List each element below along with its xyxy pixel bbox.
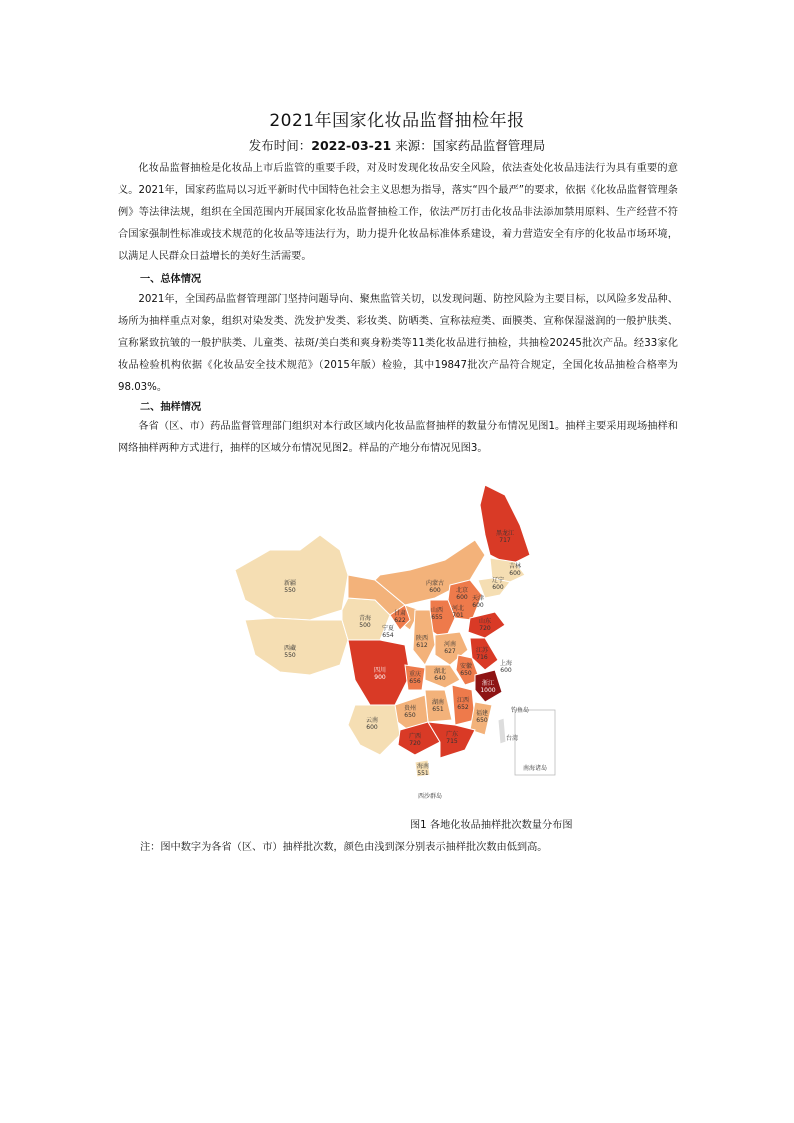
map-label-chongqing: 重庆 656 <box>408 671 422 685</box>
publish-label: 发布时间： <box>248 138 312 153</box>
map-label-gansu: 甘肃 622 <box>393 610 407 624</box>
publish-date: 2022-03-21 <box>311 138 392 153</box>
map-label-shanxi: 山西 655 <box>430 607 444 621</box>
source-text: 来源：国家药品监督管理局 <box>395 138 546 153</box>
map-label-guangdong: 广东 715 <box>445 731 459 745</box>
map-label-xizang: 西藏 550 <box>283 645 297 659</box>
map-label-shandong: 山东 720 <box>478 618 492 632</box>
region-taiwan <box>498 718 506 744</box>
map-label-sichuan: 四川 900 <box>373 667 387 681</box>
map-label-guangxi: 广西 720 <box>408 733 422 747</box>
map-label-yunnan: 云南 600 <box>365 717 379 731</box>
map-label-henan: 河南 627 <box>443 641 457 655</box>
map-label-hunan: 湖南 651 <box>431 699 445 713</box>
figure-caption: 图1 各地化妆品抽样批次数量分布图 <box>410 820 573 831</box>
map-label-jilin: 吉林 600 <box>508 563 522 577</box>
region-xizang <box>245 618 348 675</box>
map-label-shaanxi: 陕西 612 <box>415 635 429 649</box>
region-heilongjiang <box>480 485 530 565</box>
map-label-nanhai: 南海诸岛 <box>522 765 548 772</box>
map-label-taiwan: 台湾 <box>505 735 519 742</box>
map-label-xisha: 西沙群岛 <box>417 793 443 800</box>
map-label-ningxia: 宁夏 654 <box>381 625 395 639</box>
map-label-beijing: 北京 600 <box>455 587 469 601</box>
section1-heading: 一、总体情况 <box>140 274 202 285</box>
map-label-xinjiang: 新疆 550 <box>283 580 297 594</box>
document-title: 2021年国家化妆品监督抽检年报 <box>269 111 525 131</box>
map-label-hebei: 河北 701 <box>451 605 465 619</box>
map-label-neimenggu: 内蒙古 600 <box>425 580 445 594</box>
map-label-zhejiang: 浙江 1000 <box>480 680 496 694</box>
map-label-shanghai: 上海 600 <box>499 660 513 674</box>
map-label-hubei: 湖北 640 <box>433 668 447 682</box>
figure-note: 注：图中数字为各省（区、市）抽样批次数，颜色由浅到深分别表示抽样批次数由低到高。 <box>140 842 548 853</box>
section2-paragraph: 各省（区、市）药品监督管理部门组织对本行政区域内化妆品监督抽样的数量分布情况见图1。抽样主要采用现场抽样和网络抽样两种方式进行，抽样的区域分布情况见图2。样品的产地分布情况见图3。 <box>118 421 678 454</box>
section2-heading: 二、抽样情况 <box>140 402 202 413</box>
map-label-hainan: 海南 551 <box>416 763 430 777</box>
region-xinjiang <box>235 535 348 620</box>
intro-paragraph: 化妆品监督抽检是化妆品上市后监管的重要手段，对及时发现化妆品安全风险，依法查处化妆品违法行为具有重要的意义。2021年，国家药监局以习近平新时代中国特色社会主义思想为指导，落实“四个最严”的要求，依据《化妆品监督管理条例》等法律法规，组织在全国范围内开展国家化妆品监督抽检工作，依法严厉打击化妆品非法添加禁用原料、生产经营不符合国家强制性标准或技术规范的化妆品等违法行为，助力提升化妆品标准体系建设，着力营造安全有序的化妆品市场环境，以满足人民群众日益增长的美好生活需要。 <box>118 163 678 262</box>
map-label-liaoning: 辽宁 600 <box>491 577 505 591</box>
section1-paragraph: 2021年，全国药品监督管理部门坚持问题导向、聚焦监管关切，以发现问题、防控风险为主要目标，以风险多发品种、场所为抽样重点对象，组织对染发类、洗发护发类、彩妆类、防晒类、宣称祛痘类、面膜类、宣称保湿滋润的一般护肤类、宣称紧致抗皱的一般护肤类、儿童类、祛斑/美白类和爽身粉类等11类化妆品进行抽检，共抽检20245批次产品。经33家化妆品检验机构依据《化妆品安全技术规范》（2015年版）检验，其中19847批次产品符合规定，全国化妆品抽检合格率为98.03%。 <box>118 294 678 393</box>
map-label-guizhou: 贵州 650 <box>403 705 417 719</box>
map-label-anhui: 安徽 650 <box>459 663 473 677</box>
map-label-heilongjiang: 黑龙江 717 <box>495 530 515 544</box>
map-label-fujian: 福建 650 <box>475 710 489 724</box>
map-label-diaoyudao: 钓鱼岛 <box>510 707 530 714</box>
map-label-jiangsu: 江苏 716 <box>475 647 489 661</box>
map-label-jiangxi: 江西 652 <box>456 697 470 711</box>
map-label-qinghai: 青海 500 <box>358 615 372 629</box>
publish-meta <box>0 136 794 154</box>
china-province-map <box>230 480 560 810</box>
map-label-tianjin: 天津 600 <box>471 595 485 609</box>
